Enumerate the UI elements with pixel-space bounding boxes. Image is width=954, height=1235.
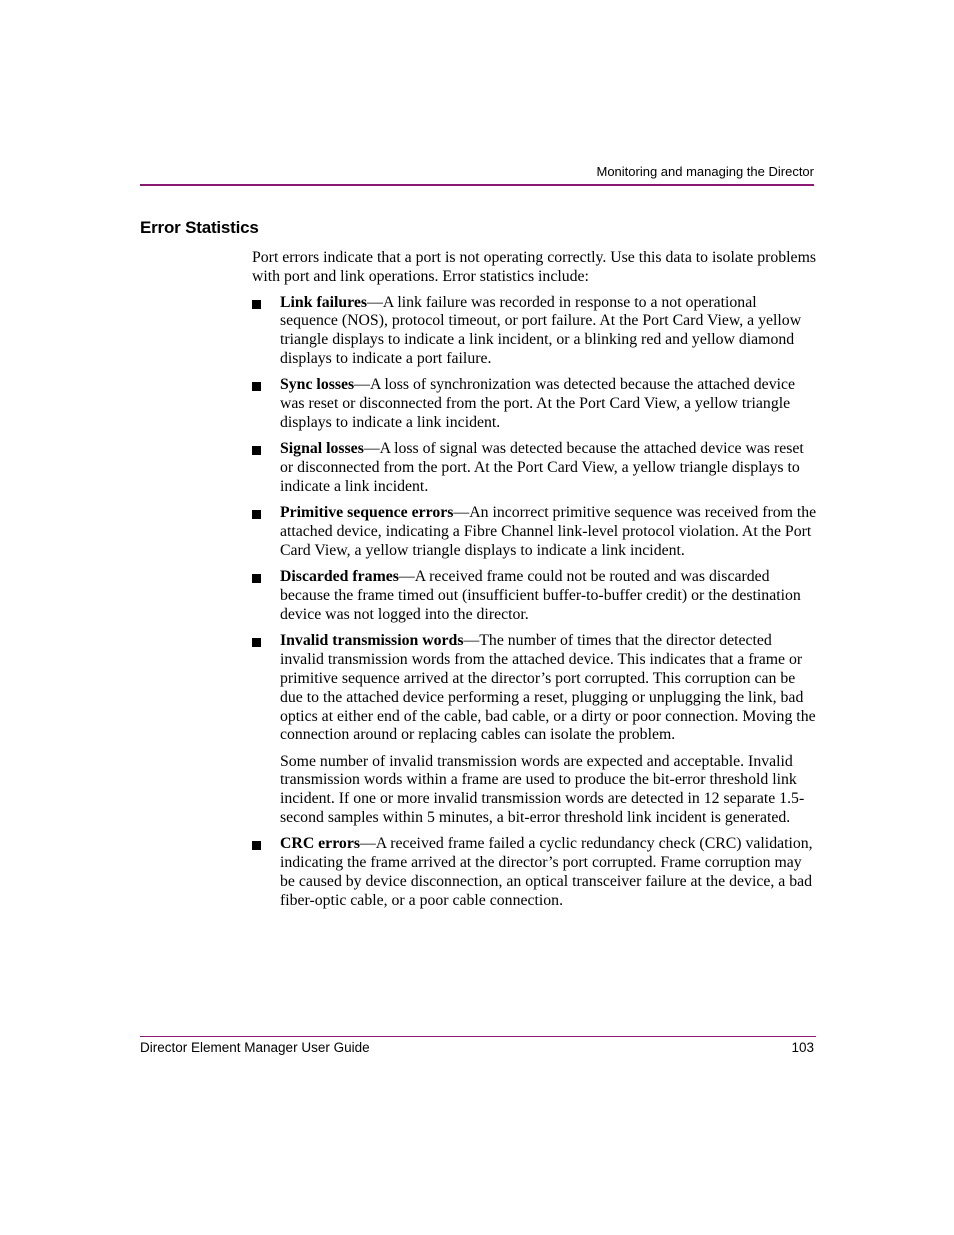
footer-guide-title: Director Element Manager User Guide xyxy=(140,1040,370,1055)
square-bullet-icon xyxy=(252,841,261,850)
item-description: —A loss of signal was detected because the attached device was reset or disconnected from the port. At the Port Card View, a yellow triangle displays to indicate a link incident. xyxy=(280,440,804,495)
square-bullet-icon xyxy=(252,574,261,583)
page-number: 103 xyxy=(791,1040,814,1055)
item-description: —A received frame could not be routed and was discarded because the frame timed out (insufficient buffer-to-buffer credit) or the destination device was not logged into the director. xyxy=(280,568,801,623)
section-body xyxy=(252,249,817,918)
section-title: Error Statistics xyxy=(140,218,259,237)
running-header: Monitoring and managing the Director xyxy=(596,164,814,179)
square-bullet-icon xyxy=(252,638,261,647)
list-item-discarded-frames xyxy=(252,568,817,624)
item-term: Sync losses xyxy=(280,376,355,394)
footer-rule xyxy=(140,1036,816,1037)
item-description: —A received frame failed a cyclic redundancy check (CRC) validation, indicating the frame arrived at the director’s port corrupted. Frame corruption may be caused by device disconnection, an optical transceiver failure at the device, a bad fiber-optic cable, or a poor cable connection. xyxy=(280,835,813,909)
list-item-primitive-sequence-errors xyxy=(252,504,817,560)
intro-paragraph: Port errors indicate that a port is not operating correctly. Use this data to isolate problems with port and link operations. Error statistics include: xyxy=(252,249,816,285)
item-term: Primitive sequence errors xyxy=(280,504,454,522)
list-item-invalid-transmission-words xyxy=(252,632,817,828)
list-item-sync-losses xyxy=(252,376,817,432)
item-term: Invalid transmission words xyxy=(280,632,464,650)
square-bullet-icon xyxy=(252,382,261,391)
square-bullet-icon xyxy=(252,510,261,519)
error-statistics-list xyxy=(252,294,817,911)
square-bullet-icon xyxy=(252,300,261,309)
header-rule xyxy=(140,184,814,186)
item-term: CRC errors xyxy=(280,835,360,853)
item-term: Link failures xyxy=(280,293,368,311)
list-item-link-failures xyxy=(252,294,817,369)
item-term: Discarded frames xyxy=(280,568,399,586)
item-description: —A loss of synchronization was detected because the attached device was reset or disconnected from the port. At the Port Card View, a yellow triangle displays to indicate a link incident. xyxy=(280,376,796,431)
square-bullet-icon xyxy=(252,446,261,455)
item-description: —A link failure was recorded in response to a not operational sequence (NOS), protocol timeout, or port failure. At the Port Card View, a yellow triangle displays to indicate a link incident, or a blinking red and yellow diamond displays to indicate a port failure. xyxy=(280,293,802,367)
item-description: —An incorrect primitive sequence was received from the attached device, indicating a Fibre Channel link-level protocol violation. At the Port Card View, a yellow triangle displays to indicate a link incident. xyxy=(280,504,817,559)
list-item-crc-errors xyxy=(252,835,817,910)
item-term: Signal losses xyxy=(280,440,364,458)
item-description: —The number of times that the director detected invalid transmission words from the attached device. This indicates that a frame or primitive sequence arrived at the director’s port corrupted. This corruption can be due to the attached device performing a reset, plugging or unplugging the link, bad optics at either end of the cable, bad cable, or a dirty or poor connection. Moving the connection around or replacing cables can isolate the problem. xyxy=(280,632,816,744)
item-extra-paragraph: Some number of invalid transmission words are expected and acceptable. Invalid transmission words within a frame are used to produce the bit-error threshold link incident. If one or more invalid transmission words are detected in 12 separate 1.5-second samples within 5 minutes, a bit-error threshold link incident is generated. xyxy=(280,752,805,827)
list-item-signal-losses xyxy=(252,440,817,496)
